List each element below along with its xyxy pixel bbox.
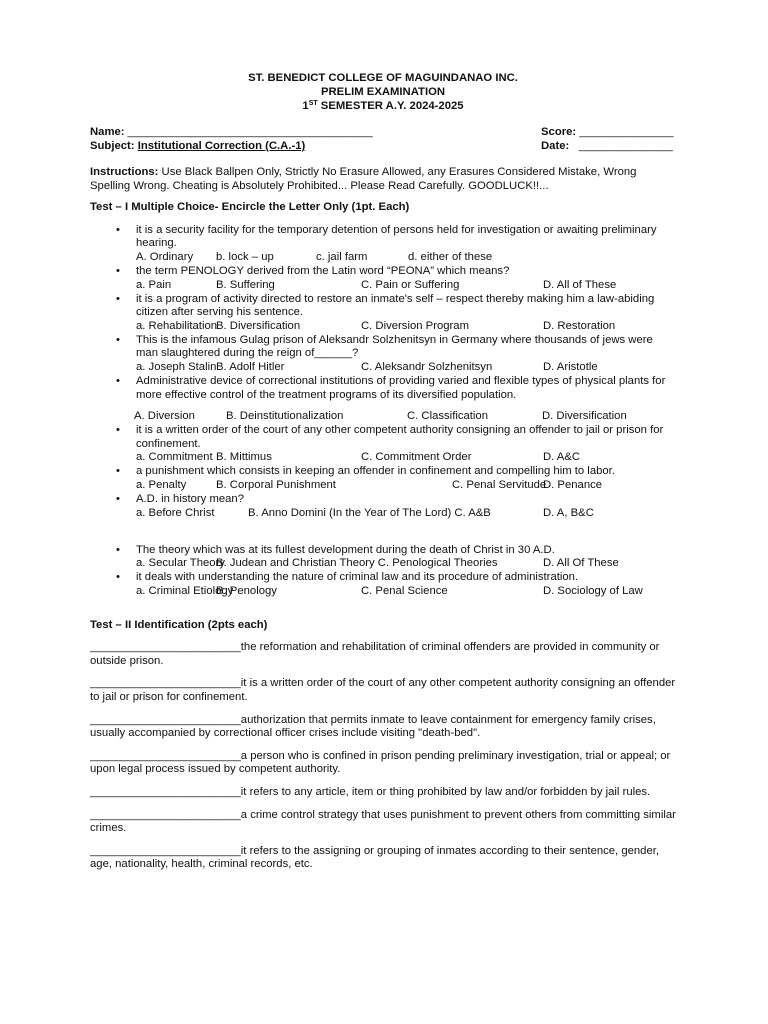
option-choice[interactable]: a. Criminal Etiology [136,584,234,597]
answer-blank[interactable]: ________________________ [90,786,241,799]
option-choice[interactable]: C. Aleksandr Solzhenitsyn [361,360,493,373]
answer-blank[interactable]: ________________________ [90,677,241,690]
option-choice[interactable]: d. either of these [408,250,493,263]
option-choice[interactable]: D. All Of These [543,557,619,570]
identification-list [90,641,676,872]
identification-text: authorization that permits inmate to leave containment for emergency family crises, usually accompanied by correctional officer crises include visiting "death-bed". [90,713,656,740]
options-row [136,451,676,465]
question-text: it is a written order of the court of any other competent authority consigning an offender to jail or prison for confinement. [136,424,664,450]
option-choice[interactable]: b. lock – up [216,250,274,263]
option-choice[interactable]: C. Pain or Suffering [361,278,460,291]
identification-item [90,750,676,777]
identification-item [90,786,676,800]
option-choice[interactable]: D. All of These [543,278,617,291]
option-choice[interactable]: C. Classification [407,410,488,423]
exam-title: PRELIM EXAMINATION [320,86,446,98]
option-choice[interactable]: D. A, B&C [543,506,594,519]
answer-blank[interactable]: ________________________ [90,749,241,762]
option-choice[interactable]: B. Deinstitutionalization [226,410,344,423]
option-choice[interactable]: C. Penal Science [361,584,448,597]
identification-item [90,714,676,741]
question-text: The theory which was at its fullest development during the death of Christ in 30 A.D. [136,543,555,556]
question-text: the term PENOLOGY derived from the Latin word “PEONA” which means? [136,264,510,277]
bullet-icon: • [116,543,120,556]
semester-superscript: ST [308,100,318,107]
bullet-icon: • [116,223,120,236]
subject-value: Institutional Correction (C.A.-1) [137,140,306,152]
options-row [136,585,676,599]
bullet-icon: • [116,465,120,478]
option-choice[interactable]: D. Sociology of Law [543,584,643,597]
bullet-icon: • [116,571,120,584]
question-text: it deals with understanding the nature of criminal law and its procedure of administration. [136,571,579,584]
option-choice[interactable]: a. Before Christ [136,506,215,519]
option-choice[interactable]: D. Diversification [542,410,627,423]
option-choice[interactable]: D. A&C [543,451,581,464]
options-row [136,410,676,424]
question-text: This is the infamous Gulag prison of Aleksandr Solzhenitsyn in Germany where thousands of jews were man slaughtered during the reign of______? [136,333,653,360]
options-row [136,251,676,265]
options-row [136,320,676,334]
identification-text: a person who is confined in prison pending preliminary investigation, trial or appeal; or upon legal process issued by competent authority. [90,749,671,776]
question-item [90,293,676,320]
question-text: a punishment which consists in keeping an offender in confinement and compelling him to labor. [136,465,615,478]
question-item [90,375,676,402]
subject-date-row [90,140,676,154]
question-item [90,424,676,451]
identification-text: it refers to any article, item or thing prohibited by law and/or forbidden by jail rules. [240,786,651,799]
answer-blank[interactable]: ________________________ [90,713,241,726]
option-choice[interactable]: B. Corporal Punishment [216,478,336,491]
question-item [90,493,676,507]
option-choice[interactable]: a. Secular Theory [136,557,225,570]
question-item [90,224,676,251]
test1-title: Test – I Multiple Choice- Encircle the Letter Only (1pt. Each) [90,201,410,214]
question-item [90,544,676,558]
identification-item [90,677,676,704]
option-choice[interactable]: D. Restoration [543,319,616,332]
multiple-choice-list [90,224,676,599]
option-choice[interactable]: B. Suffering [216,278,275,291]
option-choice[interactable]: a. Commitment [136,451,213,464]
question-text: it is a security facility for the temporary detention of persons held for investigation or awaiting preliminary hearing. [136,223,657,250]
question-text: A.D. in history mean? [136,492,244,505]
name-field[interactable]: Name: _______________________________________ [90,126,373,138]
option-choice[interactable]: C. Penal Servitude [452,478,547,491]
identification-item [90,845,676,872]
instructions-label: Instructions: [90,166,159,178]
answer-blank[interactable]: ________________________ [90,641,241,654]
option-choice[interactable]: B. Mittimus [216,451,272,464]
option-choice[interactable]: B. Diversification [216,319,301,332]
subject-field: Subject: Institutional Correction (C.A.-1) [90,140,306,152]
answer-blank[interactable]: ________________________ [90,808,241,821]
option-choice[interactable]: B. Penology [216,584,277,597]
option-choice[interactable]: C. Commitment Order [361,451,472,464]
identification-text: a crime control strategy that uses punishment to prevent others from committing similar crimes. [90,808,676,835]
option-choice[interactable]: B. Adolf Hitler [216,360,285,373]
option-choice[interactable]: B. Anno Domini (In the Year of The Lord) C. A&B [248,506,491,519]
instructions-text: Use Black Ballpen Only, Strictly No Erasure Allowed, any Erasures Considered Mistake, Wrong Spelling Wrong. Cheating is Absolutely Prohibited... Please Read Carefully. GOODLUCK!!... [90,166,637,192]
identification-text: it is a written order of the court of any other competent authority consigning an offender to jail or prison for confinement. [90,677,676,704]
exam-header [90,72,676,114]
option-choice[interactable]: A. Ordinary [136,250,194,263]
test2-title: Test – II Identification (2pts each) [90,618,268,631]
question-text: Administrative device of correctional institutions of providing varied and flexible types of physical plants for more effective control of the treatment programs of its diversified population. [136,374,666,401]
option-choice[interactable]: D. Penance [543,478,603,491]
school-name: ST. BENEDICT COLLEGE OF MAGUINDANAO INC. [248,72,518,84]
identification-item [90,641,676,668]
option-choice[interactable]: a. Rehabilitation [136,319,218,332]
option-choice[interactable]: D. Aristotle [543,360,598,373]
options-row [136,479,676,493]
bullet-icon: • [116,374,120,387]
semester-line: 1ST SEMESTER A.Y. 2024-2025 [302,100,464,112]
identification-text: the reformation and rehabilitation of criminal offenders are provided in community or outside prison. [90,641,660,667]
name-score-row [90,126,676,140]
identification-text: it refers to the assigning or grouping of inmates according to their sentence, gender, age, nationality, health, criminal records, etc. [90,844,660,871]
exam-page [90,72,676,881]
option-choice[interactable]: a. Penalty [136,478,187,491]
option-choice[interactable]: A. Diversion [134,410,195,423]
date-field[interactable]: Date: _______________ [541,140,673,152]
bullet-icon: • [116,264,120,277]
question-item [90,265,676,279]
bullet-icon: • [116,492,120,505]
option-choice[interactable]: B. Judean and Christian Theory C. Penological Theories [216,557,498,570]
bullet-icon: • [116,333,120,346]
options-row [136,507,676,521]
bullet-icon: • [116,292,120,305]
option-choice[interactable]: c. jail farm [316,250,368,263]
question-item [90,334,676,361]
instructions [90,166,676,193]
options-row [136,279,676,293]
question-text: it is a program of activity directed to restore an inmate's self – respect thereby making him a law-abiding citizen after serving his sentence. [136,292,655,319]
identification-item [90,809,676,836]
option-choice[interactable]: a. Joseph Stalin [136,360,217,373]
score-field[interactable]: Score: _______________ [541,126,674,138]
question-item [90,571,676,585]
bullet-icon: • [116,424,120,437]
option-choice[interactable]: a. Pain [136,278,172,291]
options-row [136,361,676,375]
answer-blank[interactable]: ________________________ [90,844,241,857]
options-row [136,557,676,571]
option-choice[interactable]: C. Diversion Program [361,319,469,332]
question-item [90,465,676,479]
